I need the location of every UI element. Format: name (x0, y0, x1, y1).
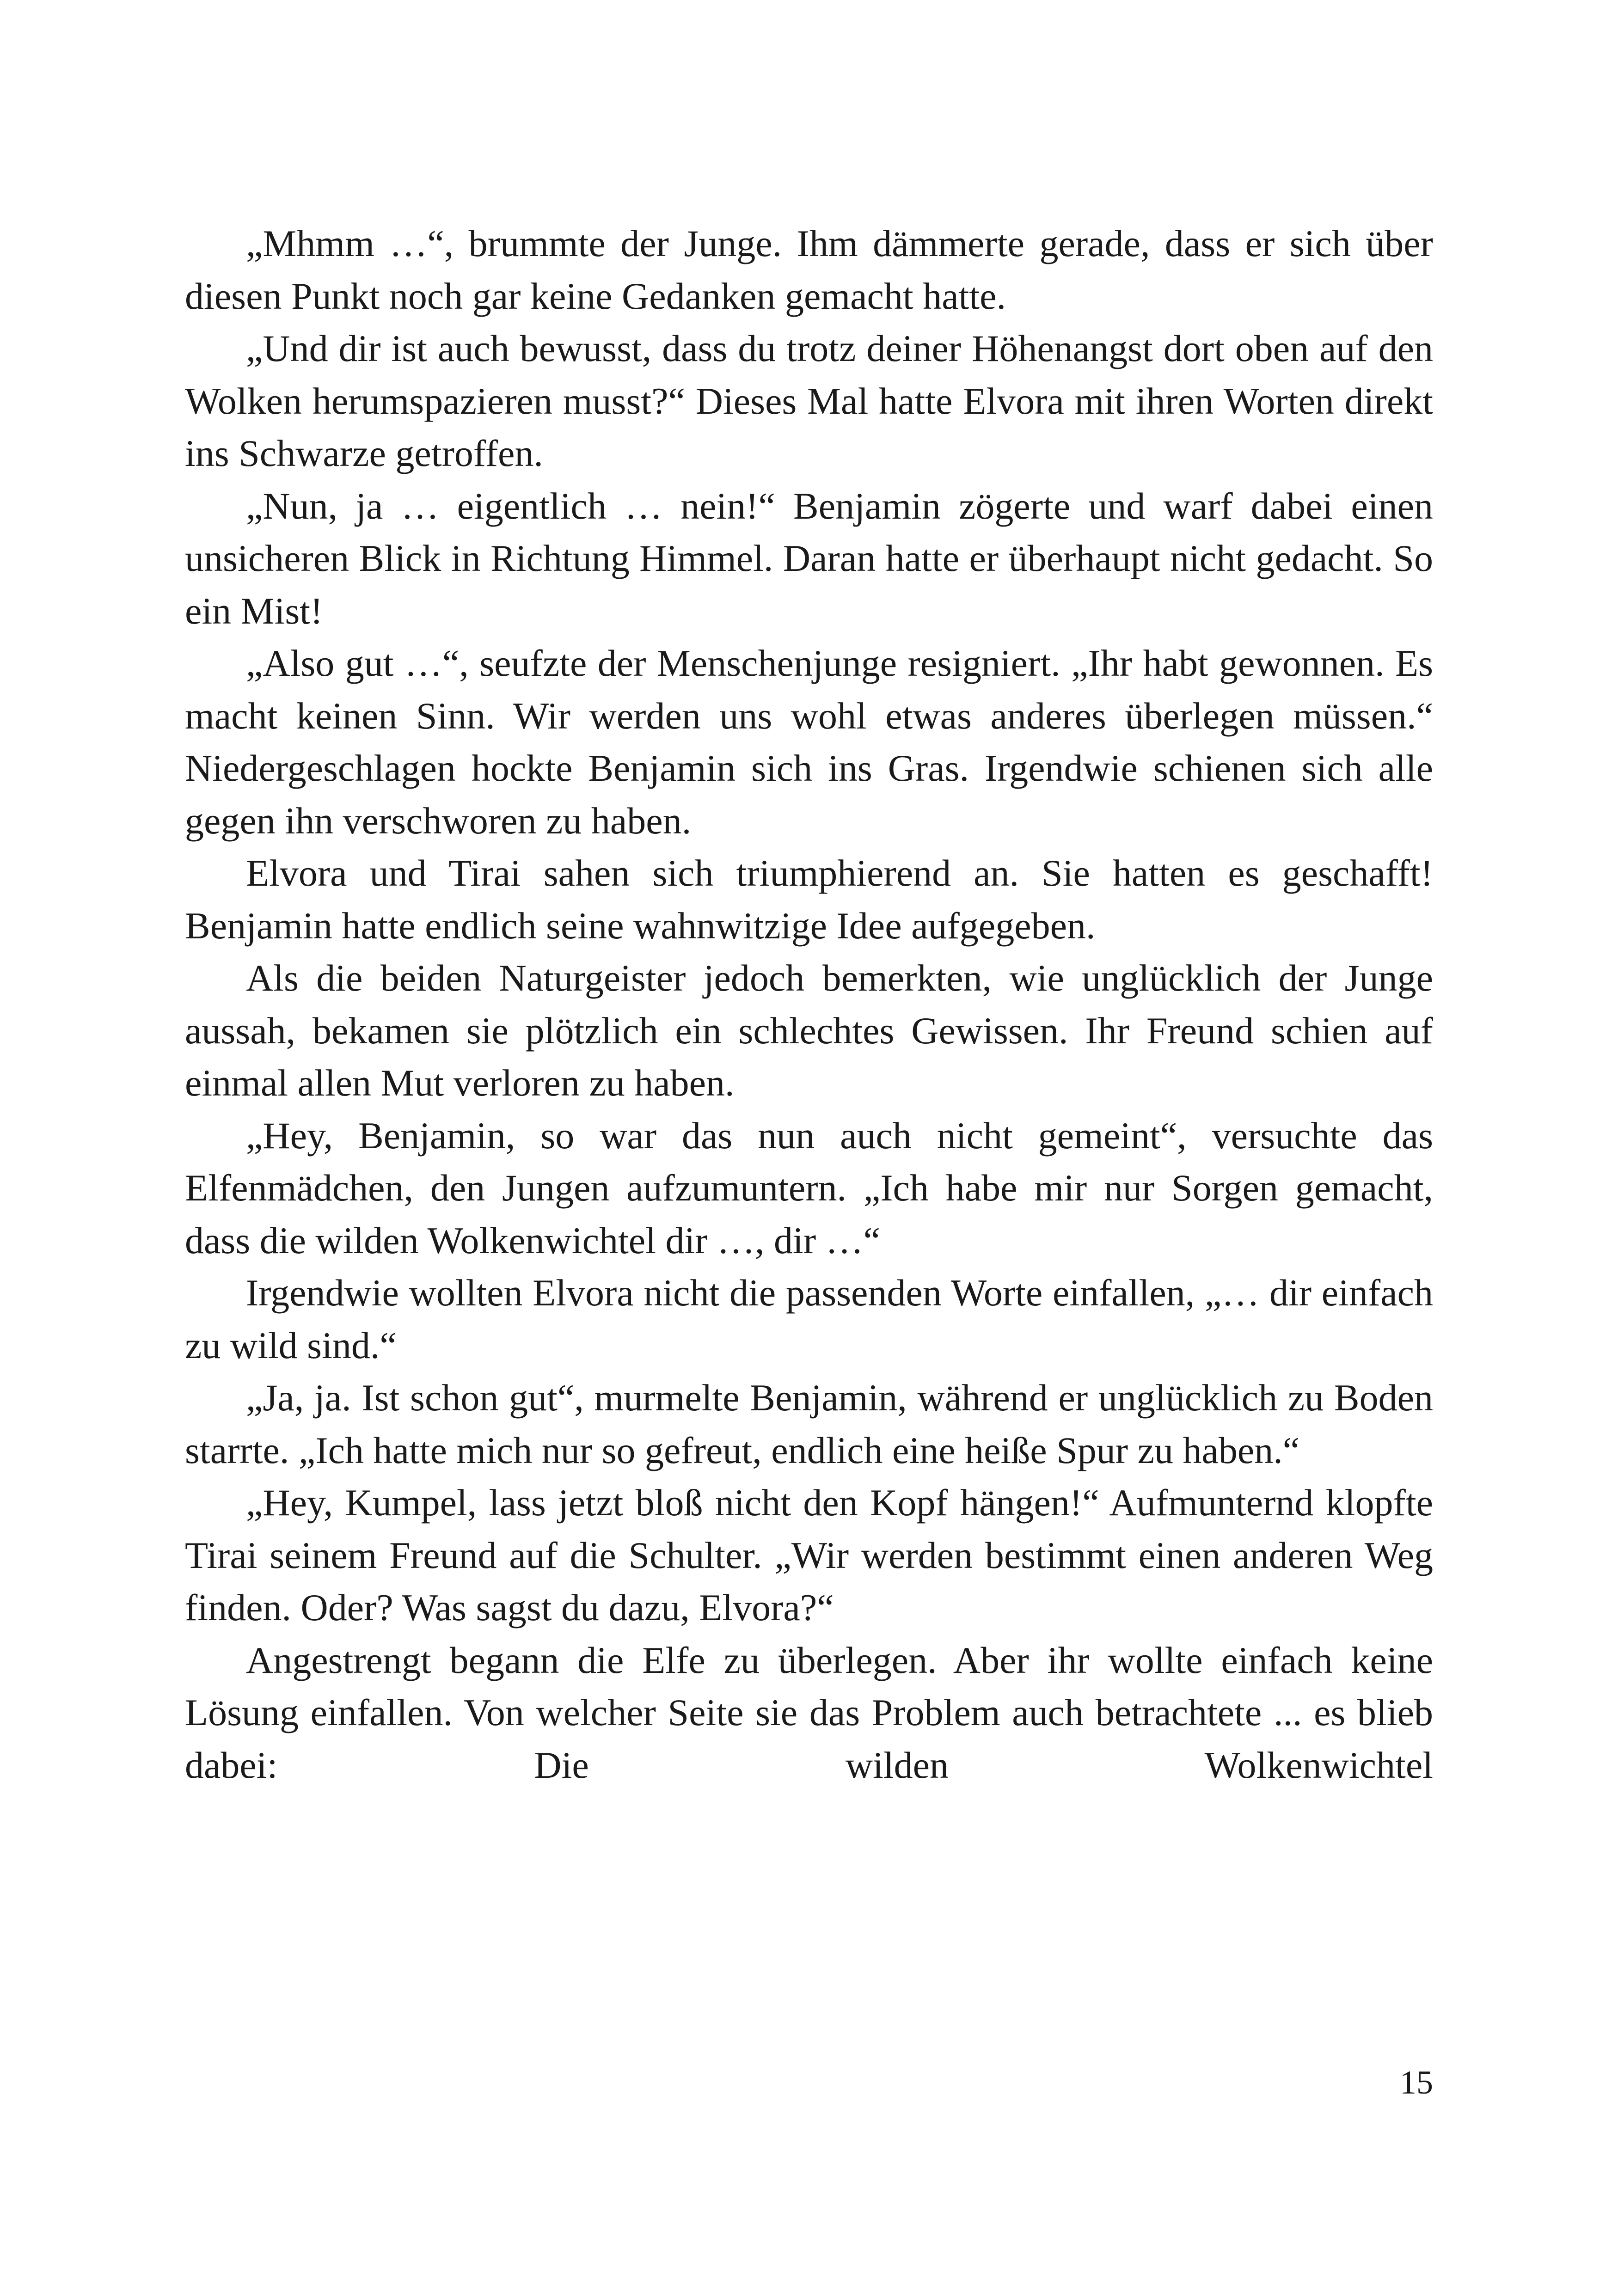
paragraph: „Hey, Benjamin, so war das nun auch nicht gemeint“, versuchte das Elfenmädchen, den Jungen aufzumuntern. „Ich habe mir nur Sorgen gemacht, dass die wilden Wolkenwichtel dir …, dir …“ (185, 1114, 1433, 1261)
paragraph: Als die beiden Naturgeister jedoch bemerkten, wie unglücklich der Junge aussah, bekamen sie plötzlich ein schlechtes Gewissen. Ihr Freund schien auf einmal allen Mut verloren zu haben. (185, 957, 1433, 1104)
paragraph: „Und dir ist auch bewusst, dass du trotz deiner Höhenangst dort oben auf den Wolken herumspazieren musst?“ Dieses Mal hatte Elvora mit ihren Worten direkt ins Schwarze getroffen. (185, 327, 1433, 474)
paragraph: „Ja, ja. Ist schon gut“, murmelte Benjamin, während er unglücklich zu Boden starrte. „Ich hatte mich nur so gefreut, endlich eine heiße Spur zu haben.“ (185, 1377, 1433, 1471)
page-number: 15 (1400, 2064, 1433, 2101)
body-text (185, 217, 1433, 1791)
paragraph: „Nun, ja … eigentlich … nein!“ Benjamin zögerte und warf dabei einen unsicheren Blick in Richtung Himmel. Daran hatte er überhaupt nicht gedacht. So ein Mist! (185, 484, 1433, 632)
paragraph: Elvora und Tirai sahen sich triumphierend an. Sie hatten es geschafft! Benjamin hatte endlich seine wahnwitzige Idee aufgegeben. (185, 852, 1433, 947)
paragraph: Irgendwie wollten Elvora nicht die passenden Worte einfallen, „… dir einfach zu wild sind.“ (185, 1272, 1433, 1366)
paragraph-continued: Angestrengt begann die Elfe zu überlegen. Aber ihr wollte einfach keine Lösung einfallen. Von welcher Seite sie das Problem auch betrachtete ... es blieb dabei: Die wilden Wolkenwichtel (185, 1639, 1433, 1786)
paragraph: „Also gut …“, seufzte der Menschenjunge resigniert. „Ihr habt gewonnen. Es macht keinen Sinn. Wir werden uns wohl etwas anderes überlegen müssen.“ Niedergeschlagen hockte Benjamin sich ins Gras. Irgendwie schienen sich alle gegen ihn verschworen zu haben. (185, 642, 1433, 842)
paragraph: „Hey, Kumpel, lass jetzt bloß nicht den Kopf hängen!“ Aufmunternd klopfte Tirai seinem Freund auf die Schulter. „Wir werden bestimmt einen anderen Weg finden. Oder? Was sagst du dazu, Elvora?“ (185, 1482, 1433, 1629)
paragraph: „Mhmm …“, brummte der Junge. Ihm dämmerte gerade, dass er sich über diesen Punkt noch gar keine Gedanken gemacht hatte. (185, 222, 1433, 317)
